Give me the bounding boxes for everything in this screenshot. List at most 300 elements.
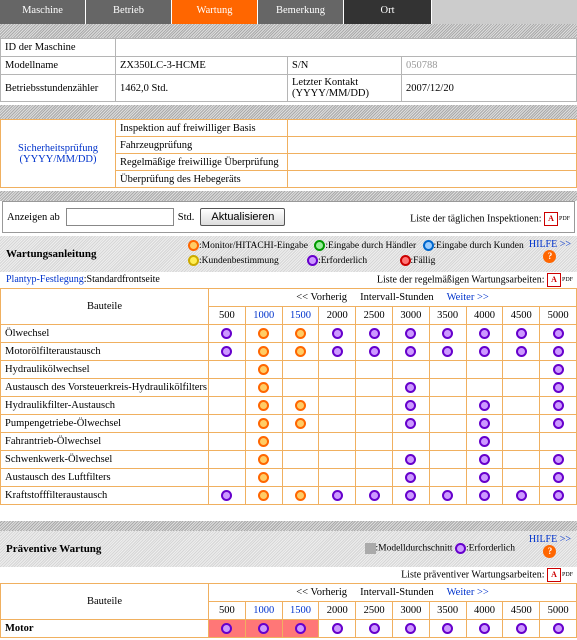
interval-cell[interactable]	[209, 620, 246, 638]
interval-cell	[282, 433, 319, 451]
monitor-input-icon[interactable]	[295, 400, 306, 411]
interval-cell	[209, 415, 246, 433]
interval-cell[interactable]	[540, 487, 577, 505]
interval-cell[interactable]	[503, 487, 540, 505]
preventive-list-label: Liste präventiver Wartungsarbeiten:	[401, 569, 545, 581]
required-icon[interactable]	[405, 418, 416, 429]
interval-cell	[356, 361, 393, 379]
hours-4500: 4500	[503, 602, 540, 620]
interval-cell[interactable]	[319, 343, 356, 361]
interval-cell[interactable]	[282, 415, 319, 433]
hours-2500: 2500	[356, 307, 393, 325]
hours-3500: 3500	[429, 602, 466, 620]
interval-cell	[429, 397, 466, 415]
interval-cell	[540, 433, 577, 451]
safety-value	[288, 120, 577, 137]
monitor-input-icon[interactable]	[258, 346, 269, 357]
required-icon[interactable]	[405, 454, 416, 465]
interval-cell[interactable]	[392, 487, 429, 505]
tab-bemerkung[interactable]: Bemerkung	[258, 0, 344, 24]
interval-cell	[392, 361, 429, 379]
interval-nav	[209, 289, 577, 307]
hours-1500: 1500	[282, 307, 319, 325]
required-icon[interactable]	[479, 436, 490, 447]
legend-label: :Fällig	[410, 256, 436, 266]
required-icon[interactable]	[553, 418, 564, 429]
required-icon[interactable]	[442, 346, 453, 357]
stripe-divider	[0, 105, 577, 119]
interval-cell[interactable]	[429, 487, 466, 505]
help-link-label[interactable]: HILFE >>	[528, 534, 571, 545]
interval-cell	[319, 469, 356, 487]
interval-cell	[466, 379, 503, 397]
interval-cell[interactable]	[245, 325, 282, 343]
legend-label: :Erforderlich	[318, 256, 368, 266]
hours-500: 500	[209, 602, 246, 620]
interval-cell[interactable]	[466, 433, 503, 451]
interval-cell	[356, 433, 393, 451]
maintenance-title: Wartungsanleitung	[6, 248, 97, 260]
hours-filter	[2, 201, 575, 233]
monitor-input-icon[interactable]	[258, 382, 269, 393]
safety-row-vehicle: Fahrzeugprüfung	[116, 137, 288, 154]
interval-cell[interactable]	[356, 325, 393, 343]
required-icon[interactable]	[369, 490, 380, 501]
monitor-input-icon[interactable]	[295, 328, 306, 339]
interval-cell[interactable]	[245, 361, 282, 379]
part-name: Hydraulikölwechsel	[1, 361, 209, 379]
interval-label: Intervall-Stunden	[360, 292, 434, 303]
interval-cell[interactable]	[466, 415, 503, 433]
interval-cell	[319, 361, 356, 379]
machine-info-table	[0, 38, 577, 102]
interval-cell	[356, 451, 393, 469]
interval-cell[interactable]	[540, 451, 577, 469]
interval-cell[interactable]	[466, 325, 503, 343]
interval-cell[interactable]	[245, 620, 282, 638]
table-row	[1, 379, 577, 397]
part-name: Austausch des Luftfilters	[1, 469, 209, 487]
hours-input[interactable]	[66, 208, 174, 226]
interval-cell[interactable]	[466, 451, 503, 469]
required-icon[interactable]	[295, 623, 306, 634]
required-icon[interactable]	[553, 346, 564, 357]
plantype-line	[0, 272, 577, 288]
interval-cell[interactable]	[245, 487, 282, 505]
legend-label: :Eingabe durch Händler	[325, 241, 417, 251]
legend-label: :Kundenbestimmung	[199, 256, 279, 266]
table-row	[1, 397, 577, 415]
interval-cell	[282, 451, 319, 469]
daily-inspection-label: Liste der täglichen Inspektionen:	[410, 213, 542, 225]
interval-cell[interactable]	[466, 487, 503, 505]
required-icon[interactable]	[479, 328, 490, 339]
due-icon	[400, 255, 411, 266]
interval-cell	[209, 469, 246, 487]
required-icon[interactable]	[553, 382, 564, 393]
required-icon[interactable]	[369, 623, 380, 634]
interval-cell[interactable]	[540, 469, 577, 487]
help-link-label[interactable]: HILFE >>	[528, 239, 571, 250]
interval-cell	[282, 361, 319, 379]
interval-cell[interactable]	[319, 325, 356, 343]
hours-5000: 5000	[540, 602, 577, 620]
interval-cell	[319, 415, 356, 433]
id-value	[116, 39, 577, 57]
part-name: Ölwechsel	[1, 325, 209, 343]
required-icon[interactable]	[479, 623, 490, 634]
interval-cell[interactable]	[466, 469, 503, 487]
required-icon	[455, 543, 466, 554]
customer-defined-icon	[188, 255, 199, 266]
required-icon[interactable]	[479, 346, 490, 357]
interval-cell	[209, 361, 246, 379]
part-name: Austausch des Vorsteuerkreis-Hydraulikölfilters	[1, 379, 209, 397]
interval-cell[interactable]	[209, 325, 246, 343]
pdf-icon[interactable]: A	[544, 212, 558, 226]
interval-cell[interactable]	[429, 325, 466, 343]
help-link[interactable]	[529, 239, 571, 263]
hours-1000: 1000	[245, 307, 282, 325]
next-link[interactable]: Weiter >>	[446, 292, 489, 303]
required-icon[interactable]	[332, 490, 343, 501]
monitor-input-icon[interactable]	[258, 436, 269, 447]
monitor-input-icon[interactable]	[258, 364, 269, 375]
interval-cell[interactable]	[429, 620, 466, 638]
interval-cell	[356, 379, 393, 397]
maintenance-legend	[188, 239, 528, 269]
interval-cell[interactable]	[392, 325, 429, 343]
interval-cell[interactable]	[282, 620, 319, 638]
interval-cell[interactable]	[392, 379, 429, 397]
tab-bar-filler	[432, 0, 577, 24]
safety-label: Sicherheitsprüfung (YYYY/MM/DD)	[1, 120, 116, 188]
interval-cell	[319, 379, 356, 397]
interval-cell[interactable]	[319, 620, 356, 638]
interval-cell[interactable]	[540, 325, 577, 343]
safety-value	[288, 154, 577, 171]
monitor-input-icon[interactable]	[258, 472, 269, 483]
interval-cell[interactable]	[466, 343, 503, 361]
interval-cell	[429, 469, 466, 487]
customer-input-icon	[423, 240, 434, 251]
part-name: Fahrantrieb-Ölwechsel	[1, 433, 209, 451]
legend-label: :Monitor/HITACHI-Eingabe	[199, 241, 308, 251]
interval-cell[interactable]	[392, 397, 429, 415]
required-icon[interactable]	[405, 328, 416, 339]
monitor-input-icon[interactable]	[258, 418, 269, 429]
dealer-input-icon	[314, 240, 325, 251]
hours-5000: 5000	[540, 307, 577, 325]
interval-cell[interactable]	[503, 325, 540, 343]
table-row	[1, 620, 577, 638]
interval-cell	[503, 433, 540, 451]
required-icon[interactable]	[553, 400, 564, 411]
interval-cell	[392, 433, 429, 451]
monitor-input-icon[interactable]	[295, 490, 306, 501]
required-icon[interactable]	[258, 623, 269, 634]
safety-row-voluntary: Inspektion auf freiwilliger Basis	[116, 120, 288, 137]
interval-cell[interactable]	[356, 343, 393, 361]
table-row	[1, 415, 577, 433]
hours-2500: 2500	[356, 602, 393, 620]
table-row	[1, 361, 577, 379]
hours-2000: 2000	[319, 307, 356, 325]
part-name: Motorölfilteraustausch	[1, 343, 209, 361]
required-icon[interactable]	[405, 490, 416, 501]
hours-label: Betriebsstundenzähler	[1, 75, 116, 102]
interval-cell[interactable]	[319, 487, 356, 505]
plantype-value: :Standardfrontseite	[83, 274, 160, 285]
model-value: ZX350LC-3-HCME	[116, 57, 288, 75]
preventive-rows	[1, 620, 577, 638]
interval-cell	[429, 451, 466, 469]
id-label: ID der Maschine	[1, 39, 116, 57]
tab-wartung[interactable]: Wartung	[172, 0, 258, 24]
pdf-icon-caption: PDF	[561, 572, 573, 578]
required-icon[interactable]	[553, 454, 564, 465]
required-icon[interactable]	[516, 490, 527, 501]
monitor-input-icon[interactable]	[295, 346, 306, 357]
safety-value	[288, 171, 577, 188]
monitor-input-icon[interactable]	[258, 328, 269, 339]
plantype-link[interactable]: Plantyp-Festlegung	[6, 274, 84, 285]
preventive-help-link[interactable]	[529, 534, 571, 558]
interval-cell	[503, 469, 540, 487]
pdf-icon-caption: PDF	[561, 277, 573, 283]
interval-cell[interactable]	[392, 451, 429, 469]
interval-cell[interactable]	[503, 620, 540, 638]
monitor-input-icon	[188, 240, 199, 251]
regular-list-label: Liste der regelmäßigen Wartungsarbeiten:	[376, 274, 545, 286]
required-icon[interactable]	[405, 623, 416, 634]
hours-1000: 1000	[245, 602, 282, 620]
required-icon[interactable]	[479, 454, 490, 465]
table-row	[1, 343, 577, 361]
interval-cell	[319, 397, 356, 415]
required-icon[interactable]	[553, 623, 564, 634]
interval-cell[interactable]	[466, 620, 503, 638]
interval-label: Intervall-Stunden	[360, 587, 434, 598]
interval-cell	[282, 469, 319, 487]
required-icon[interactable]	[479, 400, 490, 411]
interval-cell[interactable]	[209, 487, 246, 505]
monitor-input-icon[interactable]	[258, 454, 269, 465]
help-icon[interactable]: ?	[543, 545, 556, 558]
part-name: Pumpengetriebe-Ölwechsel	[1, 415, 209, 433]
interval-cell[interactable]	[392, 469, 429, 487]
required-icon[interactable]	[479, 418, 490, 429]
interval-cell	[209, 397, 246, 415]
interval-cell	[319, 433, 356, 451]
interval-cell[interactable]	[540, 620, 577, 638]
required-icon[interactable]	[442, 328, 453, 339]
contact-label: Letzter Kontakt (YYYY/MM/DD)	[288, 75, 402, 102]
required-icon[interactable]	[332, 623, 343, 634]
interval-cell[interactable]	[540, 397, 577, 415]
required-icon[interactable]	[221, 328, 232, 339]
preventive-header	[0, 531, 577, 567]
required-icon[interactable]	[442, 623, 453, 634]
interval-cell[interactable]	[356, 487, 393, 505]
interval-cell[interactable]	[245, 379, 282, 397]
required-icon[interactable]	[405, 400, 416, 411]
required-icon[interactable]	[516, 328, 527, 339]
safety-value	[288, 137, 577, 154]
required-icon[interactable]	[221, 623, 232, 634]
interval-cell	[356, 415, 393, 433]
legend-average: :Modelldurchschnitt	[375, 543, 453, 554]
prev-link[interactable]: << Vorherig	[296, 587, 348, 598]
part-name: Motor	[1, 620, 209, 638]
interval-cell	[429, 433, 466, 451]
interval-cell[interactable]	[209, 343, 246, 361]
sn-label: S/N	[288, 57, 402, 75]
interval-cell	[319, 451, 356, 469]
interval-cell[interactable]	[356, 620, 393, 638]
required-icon[interactable]	[553, 364, 564, 375]
prev-link[interactable]: << Vorherig	[296, 292, 348, 303]
hours-2000: 2000	[319, 602, 356, 620]
preventive-table	[0, 583, 577, 638]
interval-cell[interactable]	[540, 379, 577, 397]
tab-bar	[0, 0, 577, 24]
safety-row-lifting: Überprüfung des Hebegeräts	[116, 171, 288, 188]
interval-cell	[209, 451, 246, 469]
interval-cell	[503, 361, 540, 379]
hours-3000: 3000	[392, 602, 429, 620]
hours-500: 500	[209, 307, 246, 325]
stripe-divider	[0, 191, 577, 201]
interval-cell[interactable]	[503, 343, 540, 361]
interval-cell[interactable]	[282, 487, 319, 505]
daily-inspection-list	[410, 212, 570, 226]
interval-cell[interactable]	[540, 415, 577, 433]
interval-cell	[282, 379, 319, 397]
col-part-header: Bauteile	[1, 289, 209, 325]
safety-table	[0, 119, 577, 188]
interval-cell[interactable]	[540, 361, 577, 379]
interval-cell[interactable]	[282, 397, 319, 415]
interval-cell[interactable]	[282, 343, 319, 361]
hours-value: 1462,0 Std.	[116, 75, 288, 102]
filter-unit: Std.	[177, 211, 195, 223]
interval-cell	[503, 379, 540, 397]
maintenance-rows	[1, 325, 577, 505]
interval-cell[interactable]	[392, 620, 429, 638]
pdf-icon[interactable]: A	[547, 568, 561, 582]
interval-cell[interactable]	[245, 451, 282, 469]
stripe-divider	[0, 521, 577, 531]
pdf-icon[interactable]: A	[547, 273, 561, 287]
required-icon	[307, 255, 318, 266]
monitor-input-icon[interactable]	[258, 400, 269, 411]
legend-label: :Eingabe durch Kunden	[433, 241, 524, 251]
interval-cell	[356, 469, 393, 487]
required-icon[interactable]	[221, 490, 232, 501]
update-button[interactable]: Aktualisieren	[200, 208, 285, 226]
interval-cell[interactable]	[245, 343, 282, 361]
interval-cell	[503, 415, 540, 433]
hours-1500: 1500	[282, 602, 319, 620]
required-icon[interactable]	[516, 623, 527, 634]
maintenance-header	[0, 236, 577, 272]
interval-cell[interactable]	[392, 415, 429, 433]
legend-required: :Erforderlich	[465, 543, 515, 554]
preventive-list-line	[0, 567, 577, 583]
interval-cell	[209, 379, 246, 397]
interval-cell	[466, 361, 503, 379]
interval-cell[interactable]	[245, 433, 282, 451]
required-icon[interactable]	[479, 490, 490, 501]
monitor-input-icon[interactable]	[295, 418, 306, 429]
pdf-icon-caption: PDF	[558, 216, 570, 222]
table-row	[1, 451, 577, 469]
interval-cell[interactable]	[282, 325, 319, 343]
required-icon[interactable]	[405, 382, 416, 393]
maintenance-table	[0, 288, 577, 505]
interval-cell[interactable]	[466, 397, 503, 415]
part-name: Kraftstofffilteraustausch	[1, 487, 209, 505]
hours-4000: 4000	[466, 602, 503, 620]
hours-3500: 3500	[429, 307, 466, 325]
interval-nav	[209, 584, 577, 602]
interval-cell[interactable]	[540, 343, 577, 361]
required-icon[interactable]	[405, 472, 416, 483]
hours-3000: 3000	[392, 307, 429, 325]
required-icon[interactable]	[332, 328, 343, 339]
tab-ort[interactable]: Ort	[344, 0, 432, 24]
interval-cell	[429, 379, 466, 397]
interval-cell[interactable]	[245, 415, 282, 433]
required-icon[interactable]	[553, 328, 564, 339]
required-icon[interactable]	[332, 346, 343, 357]
hours-4500: 4500	[503, 307, 540, 325]
interval-cell	[209, 433, 246, 451]
hours-4000: 4000	[466, 307, 503, 325]
interval-cell	[503, 451, 540, 469]
col-part-header: Bauteile	[1, 584, 209, 620]
interval-cell	[429, 415, 466, 433]
required-icon[interactable]	[442, 490, 453, 501]
interval-cell[interactable]	[429, 343, 466, 361]
table-row	[1, 325, 577, 343]
table-row	[1, 433, 577, 451]
interval-cell[interactable]	[245, 397, 282, 415]
safety-row-regular: Regelmäßige freiwillige Überprüfung	[116, 154, 288, 171]
model-label: Modellname	[1, 57, 116, 75]
interval-cell[interactable]	[392, 343, 429, 361]
interval-cell[interactable]	[245, 469, 282, 487]
part-name: Schwenkwerk-Ölwechsel	[1, 451, 209, 469]
required-icon[interactable]	[405, 346, 416, 357]
tab-betrieb[interactable]: Betrieb	[86, 0, 172, 24]
table-row	[1, 469, 577, 487]
part-name: Hydraulikfilter-Austausch	[1, 397, 209, 415]
next-link[interactable]: Weiter >>	[446, 587, 489, 598]
required-icon[interactable]	[369, 328, 380, 339]
interval-cell	[503, 397, 540, 415]
required-icon[interactable]	[553, 490, 564, 501]
monitor-input-icon[interactable]	[258, 490, 269, 501]
tab-maschine[interactable]: Maschine	[0, 0, 86, 24]
required-icon[interactable]	[479, 472, 490, 483]
required-icon[interactable]	[221, 346, 232, 357]
required-icon[interactable]	[553, 472, 564, 483]
help-icon[interactable]: ?	[543, 250, 556, 263]
required-icon[interactable]	[516, 346, 527, 357]
required-icon[interactable]	[369, 346, 380, 357]
